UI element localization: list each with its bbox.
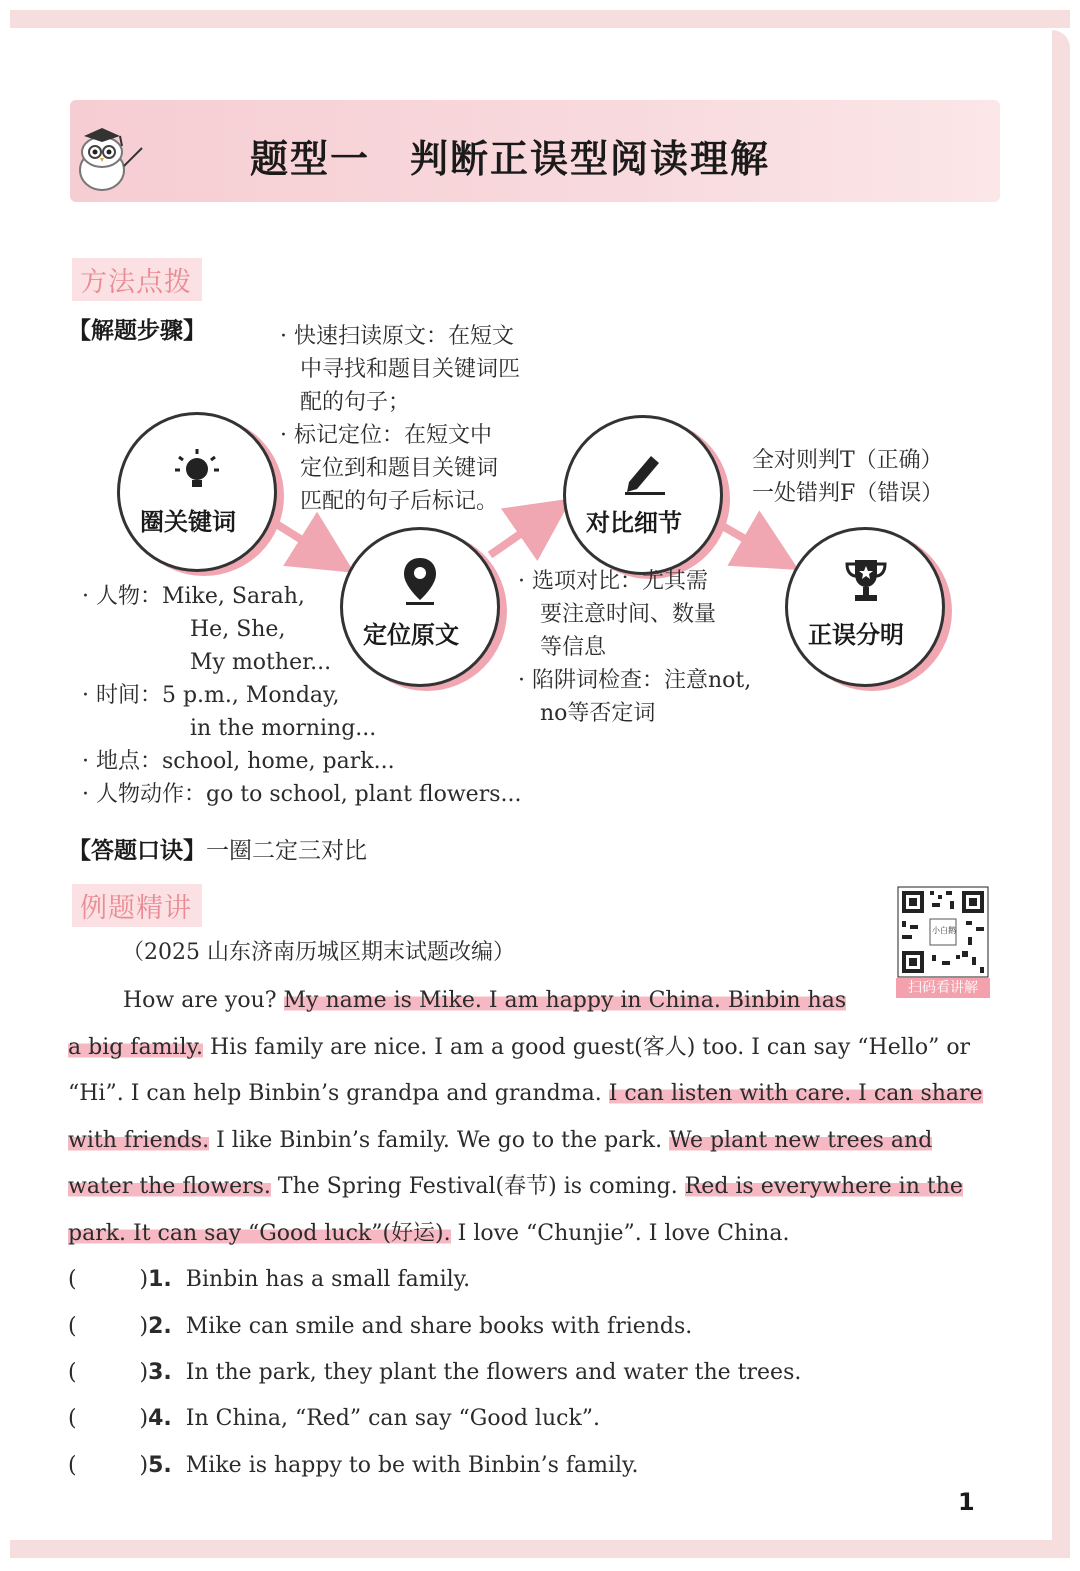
section-tag-method: 方法点拨 bbox=[72, 258, 202, 301]
passage-text: The Spring Festival(春节) is coming. bbox=[270, 1174, 685, 1199]
qr-center-label: 小白鹅 bbox=[932, 926, 956, 935]
passage-highlight: park. It can say “Good luck”(好运). bbox=[68, 1221, 451, 1246]
note-line: 配的句子； bbox=[300, 390, 411, 415]
steps-heading: 【解题步骤】 bbox=[68, 318, 206, 344]
answer-blank[interactable]: ( ) bbox=[68, 1267, 149, 1292]
qr-caption: 扫码看讲解 bbox=[896, 978, 990, 998]
note-locate bbox=[280, 320, 520, 518]
note-line: · 人物：Mike, Sarah, bbox=[82, 584, 305, 609]
arrow-step1-step2 bbox=[262, 515, 334, 560]
note-line: 匹配的句子后标记。 bbox=[300, 489, 499, 514]
question-number: 1. bbox=[148, 1267, 172, 1292]
note-line: 中寻找和题目关键词匹 bbox=[300, 357, 521, 382]
question-number: 5. bbox=[148, 1453, 172, 1478]
question-text: In the park, they plant the flowers and water the trees. bbox=[185, 1360, 802, 1385]
question-number: 2. bbox=[148, 1314, 172, 1339]
passage-highlight: water the flowers. bbox=[68, 1174, 271, 1199]
question-3 bbox=[68, 1360, 801, 1385]
passage-text: I love “Chunjie”. I love China. bbox=[450, 1221, 790, 1246]
note-judge bbox=[752, 444, 943, 510]
note-line: My mother... bbox=[190, 650, 332, 675]
note-line: no等否定词 bbox=[540, 701, 656, 726]
note-line: · 标记定位：在短文中 bbox=[280, 423, 492, 448]
note-line: He, She, bbox=[190, 617, 286, 642]
note-line: 要注意时间、数量 bbox=[540, 602, 717, 627]
note-compare bbox=[518, 565, 751, 730]
note-line: 等信息 bbox=[540, 635, 607, 660]
passage-line-2 bbox=[68, 1025, 970, 1072]
question-text: Binbin has a small family. bbox=[185, 1267, 471, 1292]
trophy-icon bbox=[843, 556, 889, 606]
lightbulb-icon bbox=[171, 445, 223, 497]
answer-blank[interactable]: ( ) bbox=[68, 1453, 149, 1478]
step-label-2: 定位原文 bbox=[363, 621, 459, 649]
step-circle-4 bbox=[785, 527, 945, 687]
passage-line-1 bbox=[123, 978, 846, 1025]
arrow-step2-step3 bbox=[490, 512, 552, 555]
note-line: in the morning... bbox=[190, 716, 377, 741]
note-line: · 选项对比：尤其需 bbox=[518, 569, 708, 594]
note-line: 定位到和题目关键词 bbox=[300, 456, 499, 481]
question-text: In China, “Red” can say “Good luck”. bbox=[185, 1406, 601, 1431]
mnemonic-label: 【答题口诀】 bbox=[68, 838, 206, 864]
passage-text: His family are nice. I am a good guest(客人) too. I can say “Hello” or bbox=[203, 1035, 971, 1060]
question-4 bbox=[68, 1406, 600, 1431]
source-note: （2025 山东济南历城区期末试题改编） bbox=[122, 940, 515, 965]
note-line: · 快速扫读原文：在短文 bbox=[280, 324, 514, 349]
passage-line-6 bbox=[68, 1211, 789, 1258]
section-tag-example: 例题精讲 bbox=[72, 884, 202, 927]
page-frame-bottom bbox=[10, 1540, 1070, 1558]
passage-highlight: I can listen with care. I can share bbox=[608, 1081, 983, 1106]
passage-highlight: Red is everywhere in the bbox=[684, 1174, 963, 1199]
passage-text: How are you? bbox=[123, 988, 284, 1013]
question-text: Mike can smile and share books with friends. bbox=[185, 1314, 693, 1339]
note-keywords bbox=[82, 580, 521, 811]
note-line: · 人物动作：go to school, plant flowers... bbox=[82, 782, 522, 807]
question-2 bbox=[68, 1314, 692, 1339]
arrow-step3-step4 bbox=[712, 520, 778, 558]
step-circle-1 bbox=[117, 412, 277, 572]
note-line: 一处错判F（错误） bbox=[752, 481, 944, 506]
page-title: 题型一 判断正误型阅读理解 bbox=[250, 137, 771, 181]
passage-highlight: My name is Mike. I am happy in China. Binbin has bbox=[283, 988, 847, 1013]
note-line: · 地点：school, home, park... bbox=[82, 749, 395, 774]
passage-text: I like Binbin’s family. We go to the park. bbox=[209, 1128, 670, 1153]
answer-blank[interactable]: ( ) bbox=[68, 1314, 149, 1339]
question-number: 3. bbox=[148, 1360, 172, 1385]
passage-line-5 bbox=[68, 1164, 963, 1211]
note-line: · 陷阱词检查：注意not, bbox=[518, 668, 752, 693]
passage-line-3 bbox=[68, 1071, 983, 1118]
question-text: Mike is happy to be with Binbin’s family. bbox=[185, 1453, 639, 1478]
qr-code[interactable] bbox=[896, 885, 990, 979]
pencil-icon bbox=[621, 448, 669, 496]
passage-line-4 bbox=[68, 1118, 932, 1165]
mnemonic-text: 一圈二定三对比 bbox=[206, 838, 367, 864]
passage-highlight: a big family. bbox=[68, 1035, 203, 1060]
page-number: 1 bbox=[958, 1488, 975, 1516]
note-line: · 时间：5 p.m., Monday, bbox=[82, 683, 340, 708]
question-5 bbox=[68, 1453, 639, 1478]
step-label-3: 对比细节 bbox=[586, 509, 682, 537]
passage-highlight: We plant new trees and bbox=[669, 1128, 933, 1153]
step-label-1: 圈关键词 bbox=[140, 508, 236, 536]
answer-blank[interactable]: ( ) bbox=[68, 1406, 149, 1431]
question-1 bbox=[68, 1267, 470, 1292]
step-circle-3 bbox=[563, 415, 723, 575]
question-number: 4. bbox=[148, 1406, 172, 1431]
step-label-4: 正误分明 bbox=[808, 621, 904, 649]
answer-blank[interactable]: ( ) bbox=[68, 1360, 149, 1385]
note-line: 全对则判T（正确） bbox=[752, 448, 943, 473]
passage-highlight: with friends. bbox=[68, 1128, 210, 1153]
passage-text: “Hi”. I can help Binbin’s grandpa and grandma. bbox=[68, 1081, 609, 1106]
mnemonic bbox=[68, 832, 367, 865]
